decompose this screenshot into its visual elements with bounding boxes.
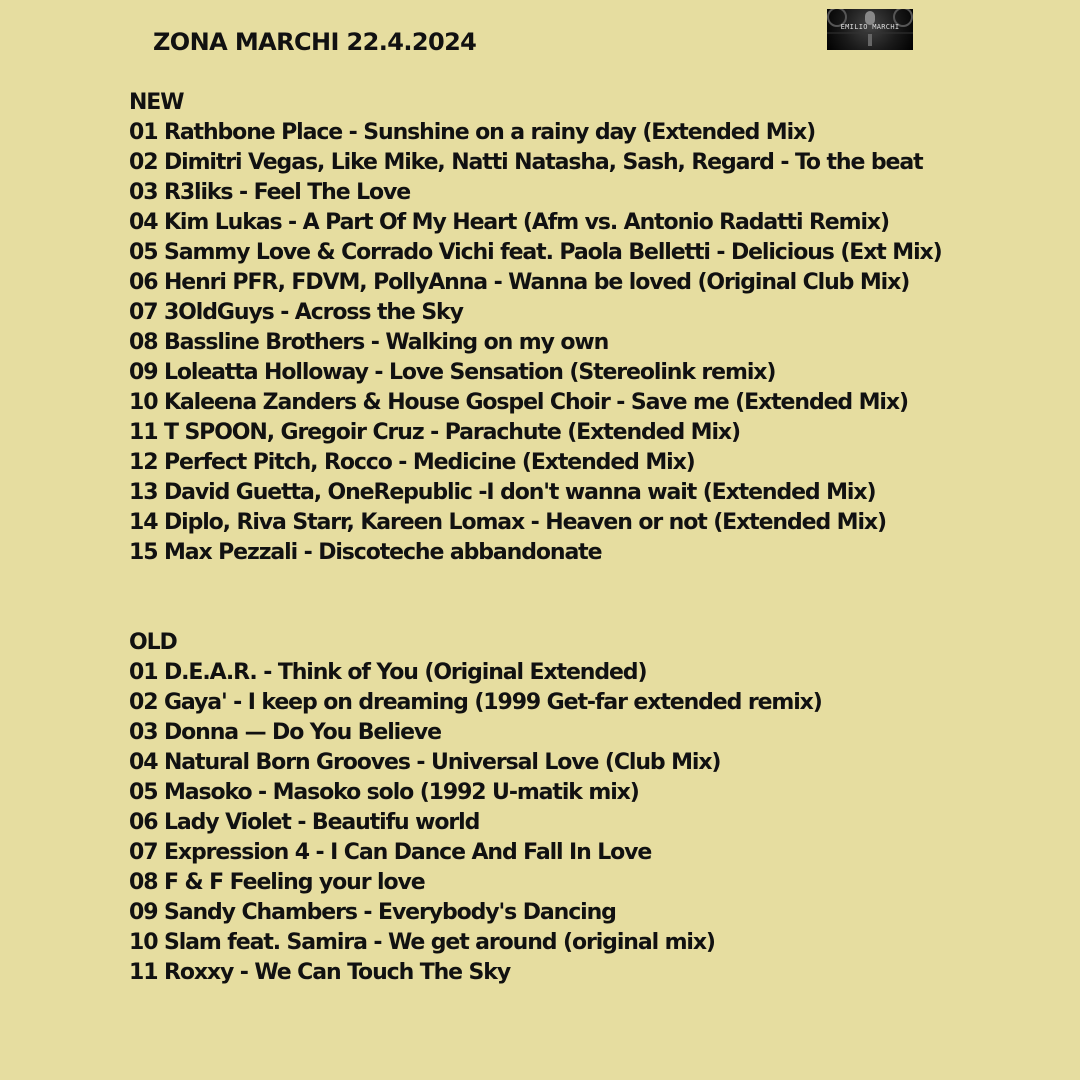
list-item: 10 Slam feat. Samira - We get around (original mix): [129, 930, 715, 955]
list-item: 01 D.E.A.R. - Think of You (Original Extended): [129, 660, 647, 685]
list-item: 06 Lady Violet - Beautifu world: [129, 810, 480, 835]
page-title: ZONA MARCHI 22.4.2024: [153, 28, 477, 56]
list-item: 08 F & F Feeling your love: [129, 870, 425, 895]
list-item: 11 Roxxy - We Can Touch The Sky: [129, 960, 511, 985]
list-item: 03 Donna — Do You Believe: [129, 720, 441, 745]
new-section-heading: NEW: [129, 90, 184, 115]
list-item: 05 Sammy Love & Corrado Vichi feat. Paola Belletti - Delicious (Ext Mix): [129, 240, 942, 265]
list-item: 07 3OldGuys - Across the Sky: [129, 300, 463, 325]
list-item: 01 Rathbone Place - Sunshine on a rainy day (Extended Mix): [129, 120, 816, 145]
list-item: 15 Max Pezzali - Discoteche abbandonate: [129, 540, 602, 565]
list-item: 02 Dimitri Vegas, Like Mike, Natti Natasha, Sash, Regard - To the beat: [129, 150, 923, 175]
list-item: 09 Loleatta Holloway - Love Sensation (Stereolink remix): [129, 360, 776, 385]
old-section-heading: OLD: [129, 630, 177, 655]
new-tracks-list: [129, 88, 942, 568]
logo-text: EMILIO MARCHI: [840, 23, 900, 31]
old-tracks-list: [129, 628, 822, 988]
list-item: 02 Gaya' - I keep on dreaming (1999 Get-far extended remix): [129, 690, 822, 715]
list-item: 07 Expression 4 - I Can Dance And Fall In Love: [129, 840, 652, 865]
list-item: 14 Diplo, Riva Starr, Kareen Lomax - Heaven or not (Extended Mix): [129, 510, 886, 535]
list-item: 04 Kim Lukas - A Part Of My Heart (Afm vs. Antonio Radatti Remix): [129, 210, 889, 235]
list-item: 10 Kaleena Zanders & House Gospel Choir - Save me (Extended Mix): [129, 390, 908, 415]
list-item: 13 David Guetta, OneRepublic -I don't wanna wait (Extended Mix): [129, 480, 876, 505]
list-item: 05 Masoko - Masoko solo (1992 U-matik mix): [129, 780, 639, 805]
list-item: 11 T SPOON, Gregoir Cruz - Parachute (Extended Mix): [129, 420, 740, 445]
list-item: 08 Bassline Brothers - Walking on my own: [129, 330, 609, 355]
list-item: 04 Natural Born Grooves - Universal Love (Club Mix): [129, 750, 721, 775]
list-item: 06 Henri PFR, FDVM, PollyAnna - Wanna be loved (Original Club Mix): [129, 270, 910, 295]
emilio-marchi-logo: [827, 9, 913, 50]
list-item: 09 Sandy Chambers - Everybody's Dancing: [129, 900, 616, 925]
list-item: 03 R3liks - Feel The Love: [129, 180, 411, 205]
list-item: 12 Perfect Pitch, Rocco - Medicine (Extended Mix): [129, 450, 695, 475]
